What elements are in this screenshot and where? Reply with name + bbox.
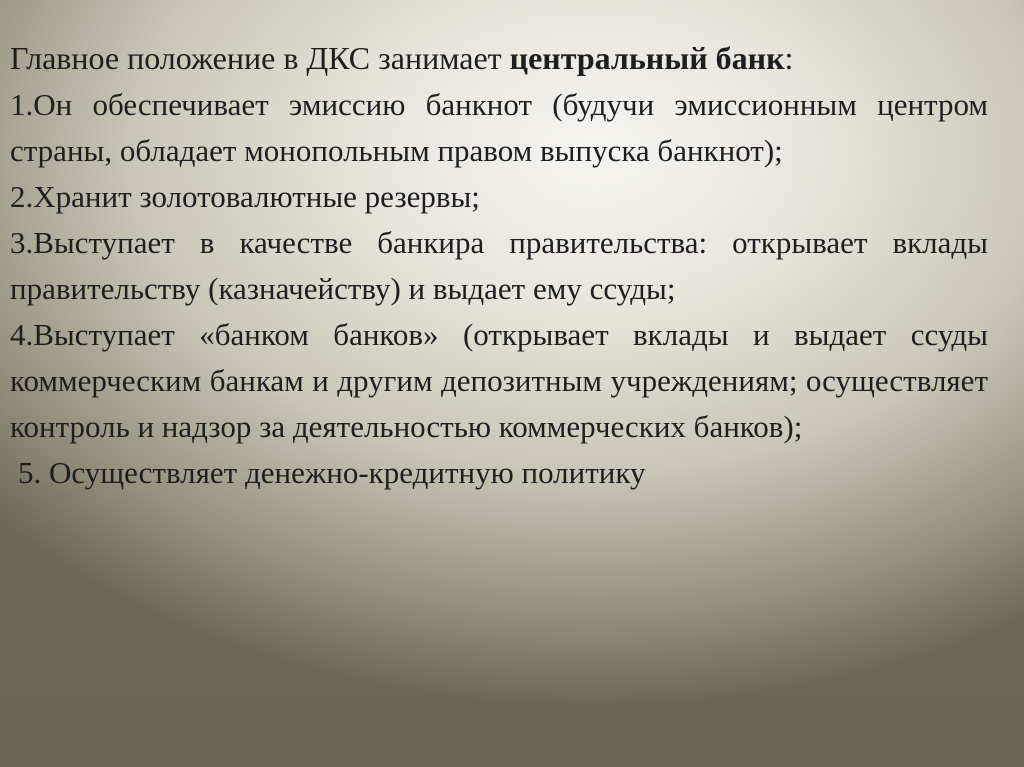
lead-suffix: : [784,40,794,76]
lead-prefix: Главное положение в ДКС занимает [10,40,510,76]
list-item-1: 1.Он обеспечивает эмиссию банкнот (будучи эмиссионным центром страны, обладает монопольным правом выпуска банкнот); [10,87,988,168]
lead-sentence [10,34,988,82]
slide-content [10,34,988,496]
list-item-3: 3.Выступает в качестве банкира правительства: открывает вклады правительству (казначейству) и выдает ему ссуды; [10,225,988,306]
lead-emphasis: центральный банк [509,40,785,76]
list-item-4: 4.Выступает «банком банков» (открывает вклады и выдает ссуды коммерческим банкам и другим депозитным учреждениям; осуществляет контроль и надзор за деятельностью коммерческих банков); [10,317,988,444]
list-item-5: 5. Осуществляет денежно-кредитную политику [18,455,646,490]
list-item-2: 2.Хранит золотовалютные резервы; [10,179,480,214]
bottom-shade [0,687,1024,767]
